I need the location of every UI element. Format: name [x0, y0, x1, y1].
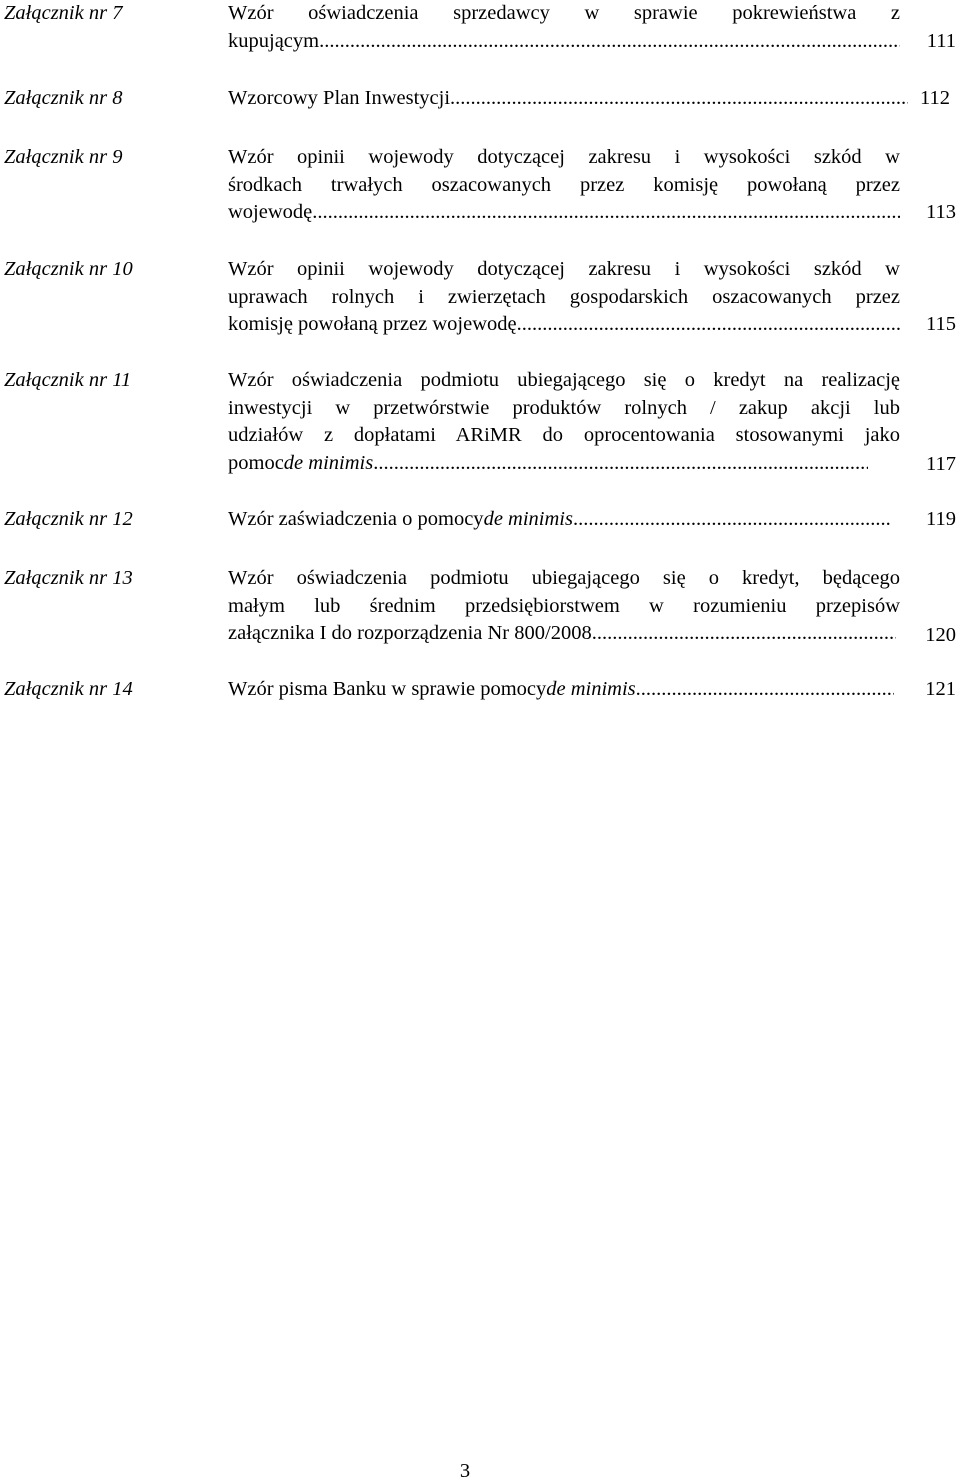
dot-leader — [312, 199, 900, 227]
annex-description — [228, 676, 894, 704]
dot-leader — [573, 506, 892, 534]
annex-label: Załącznik nr 14 — [4, 678, 133, 700]
description-text: komisję powołaną przez wojewodę — [228, 313, 517, 335]
dot-leader — [636, 676, 894, 704]
dot-leader — [517, 311, 900, 339]
description-text: załącznika I do rozporządzenia Nr 800/2008 — [228, 622, 592, 644]
annex-label: Załącznik nr 11 — [4, 369, 132, 391]
description-italic-text: de minimis — [546, 678, 636, 700]
annex-description — [228, 565, 900, 648]
dot-leader — [592, 620, 896, 648]
description-last-line — [228, 506, 892, 534]
description-last-line — [228, 199, 900, 227]
page-ref: 112 — [920, 87, 950, 109]
description-text: kupującym — [228, 29, 320, 52]
description-last-line — [228, 311, 900, 339]
annex-label: Załącznik nr 9 — [4, 146, 123, 168]
page-ref: 120 — [925, 624, 956, 646]
annex-description — [228, 506, 892, 534]
description-text: Wzór pisma Banku w sprawie pomocy — [228, 678, 547, 700]
description-line: małym lub średnim przedsiębiorstwem w rozumieniu przepisów — [228, 594, 900, 617]
page-ref: 113 — [926, 201, 956, 223]
description-line: środkach trwałych oszacowanych przez komisję powołaną przez — [228, 173, 900, 196]
description-text: Wzór zaświadczenia o pomocy — [228, 508, 484, 530]
annex-description — [228, 0, 900, 55]
description-last-line — [228, 620, 896, 648]
dot-leader — [373, 450, 868, 478]
annex-label: Załącznik nr 7 — [4, 2, 123, 24]
description-line: Wzór oświadczenia podmiotu ubiegającego się o kredyt na realizację — [228, 369, 900, 391]
description-italic-text: de minimis — [283, 451, 374, 474]
description-line: udziałów z dopłatami ARiMR do oprocentowania stosowanymi jako — [228, 424, 900, 446]
annex-description — [228, 85, 908, 113]
description-line: Wzór opinii wojewody dotyczącej zakresu i wysokości szkód w — [228, 258, 900, 280]
description-last-line — [228, 450, 868, 478]
description-text: wojewodę — [228, 201, 313, 223]
page-ref: 111 — [926, 29, 956, 52]
annex-label: Załącznik nr 12 — [4, 508, 133, 530]
annex-label: Załącznik nr 8 — [4, 87, 123, 109]
annex-label: Załącznik nr 10 — [4, 258, 133, 280]
page-ref: 121 — [925, 678, 956, 700]
description-text: Wzorcowy Plan Inwestycji — [228, 87, 451, 109]
description-last-line — [228, 85, 908, 113]
page-ref: 117 — [926, 453, 956, 475]
annex-description — [228, 144, 900, 227]
description-last-line — [228, 28, 900, 56]
description-text: pomoc — [228, 451, 284, 474]
page-ref: 115 — [926, 313, 956, 335]
dot-leader — [319, 28, 900, 56]
description-line: Wzór oświadczenia sprzedawcy w sprawie pokrewieństwa z — [228, 2, 900, 24]
annex-description — [228, 256, 900, 339]
description-line: Wzór oświadczenia podmiotu ubiegającego się o kredyt, będącego — [228, 567, 900, 589]
description-last-line — [228, 676, 894, 704]
dot-leader — [450, 85, 908, 113]
description-line: inwestycji w przetwórstwie produktów rolnych / zakup akcji lub — [228, 396, 900, 419]
annex-label: Załącznik nr 13 — [4, 567, 133, 589]
description-italic-text: de minimis — [483, 508, 573, 530]
description-line: Wzór opinii wojewody dotyczącej zakresu i wysokości szkód w — [228, 146, 900, 168]
description-line: uprawach rolnych i zwierzętach gospodarskich oszacowanych przez — [228, 285, 900, 308]
page-number: 3 — [459, 1460, 471, 1482]
page-ref: 119 — [926, 508, 956, 530]
annex-description — [228, 367, 900, 477]
